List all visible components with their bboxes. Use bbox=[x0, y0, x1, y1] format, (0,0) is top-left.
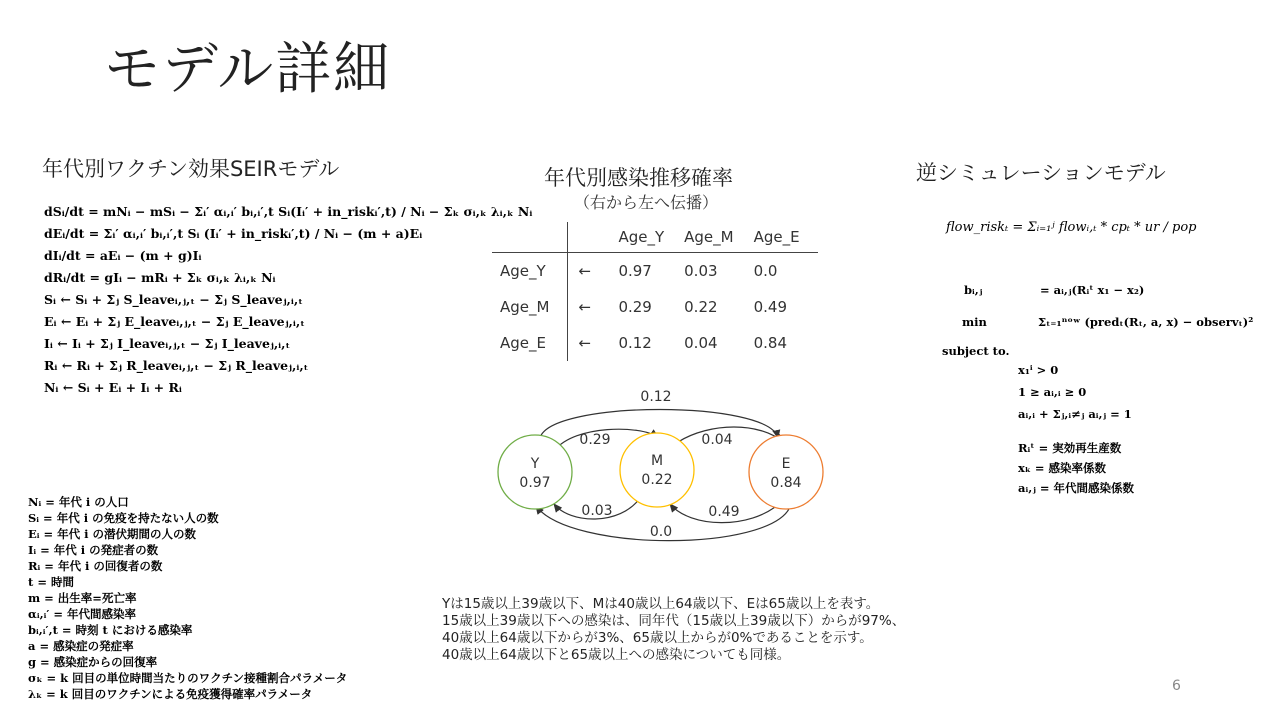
transition-heading: 年代別感染推移確率 bbox=[544, 166, 733, 190]
definition-item: Eᵢ = 年代 i の潜伏期間の人の数 bbox=[28, 527, 197, 541]
definition-item: Iᵢ = 年代 i の発症者の数 bbox=[28, 543, 159, 557]
edge-label: 0.0 bbox=[649, 524, 673, 540]
inverse-simulation-heading: 逆シミュレーションモデル bbox=[916, 161, 1166, 185]
edge-label: 0.03 bbox=[581, 503, 613, 519]
table-cell: 0.29 bbox=[618, 298, 652, 316]
left-arrow-icon: ← bbox=[578, 262, 592, 280]
constraint-item: xₖ = 感染率係数 bbox=[1018, 461, 1107, 475]
equation-ds-dt: dSᵢ/dt = mNᵢ − mSᵢ − Σᵢ′ αᵢ,ᵢ′ bᵢ,ᵢ′,t Sᵢ(Iᵢ′ + in_riskᵢ′,t) / Nᵢ − Σₖ σᵢ,ₖ λᵢ,ₖ Nᵢ bbox=[44, 204, 533, 219]
left-arrow-icon: ← bbox=[578, 298, 592, 316]
column-header: Age_M bbox=[674, 222, 743, 253]
table-cell: 0.97 bbox=[618, 262, 652, 280]
edge-label: 0.49 bbox=[708, 504, 740, 520]
table-row bbox=[492, 325, 818, 361]
table-cell: 0.22 bbox=[684, 298, 718, 316]
transition-diagram bbox=[480, 380, 840, 550]
equation-r-update: Rᵢ ← Rᵢ + Σⱼ R_leaveᵢ,ⱼ,ₜ − Σⱼ R_leaveⱼ,ᵢ,ₜ bbox=[44, 358, 309, 373]
slide-title: モデル詳細 bbox=[104, 37, 392, 102]
definition-item: Rᵢ = 年代 i の回復者の数 bbox=[28, 559, 163, 573]
transition-table-wrap bbox=[492, 222, 818, 361]
definition-item: λₖ = k 回目のワクチンによる免疫獲得確率パラメータ bbox=[28, 687, 313, 701]
definition-item: σₖ = k 回目の単位時間当たりのワクチン接種割合パラメータ bbox=[28, 671, 348, 685]
definition-item: Nᵢ = 年代 i の人口 bbox=[28, 495, 129, 509]
constraint-item: x₁ⁱ > 0 bbox=[1018, 363, 1059, 377]
note-line: 40歳以上64歳以下からが3%、65歳以上からが0%であることを示す。 bbox=[442, 630, 873, 646]
table-cell: 0.03 bbox=[684, 262, 718, 280]
table-row bbox=[492, 289, 818, 325]
table-cell: 0.04 bbox=[684, 334, 718, 352]
column-header: Age_Y bbox=[608, 222, 674, 253]
constraint-list bbox=[942, 362, 1253, 500]
node-m-value: 0.22 bbox=[641, 472, 673, 488]
note-line: 15歳以上39歳以下への感染は、同年代（15歳以上39歳以下）からが97%、 bbox=[442, 613, 906, 629]
definition-item: bᵢ,ᵢ′,t = 時刻 t における感染率 bbox=[28, 623, 193, 637]
row-header: Age_Y bbox=[492, 253, 568, 290]
constraint-item: aᵢ,ⱼ = 年代間感染係数 bbox=[1018, 481, 1134, 495]
page-number: 6 bbox=[1172, 678, 1181, 694]
explanation-note bbox=[442, 596, 905, 664]
equation-s-update: Sᵢ ← Sᵢ + Σⱼ S_leaveᵢ,ⱼ,ₜ − Σⱼ S_leaveⱼ,ᵢ,ₜ bbox=[44, 292, 303, 307]
node-e-circle bbox=[749, 435, 823, 509]
equation-n-update: Nᵢ ← Sᵢ + Eᵢ + Iᵢ + Rᵢ bbox=[44, 380, 182, 395]
equation-di-dt: dIᵢ/dt = aEᵢ − (m + g)Iᵢ bbox=[44, 248, 202, 263]
note-line: 40歳以上64歳以下と65歳以上への感染についても同様。 bbox=[442, 647, 791, 663]
constraint-item: 1 ≥ aᵢ,ᵢ ≥ 0 bbox=[1018, 385, 1087, 399]
left-arrow-icon: ← bbox=[578, 334, 592, 352]
definition-item: g = 感染症からの回復率 bbox=[28, 655, 158, 669]
optimization-line: min Σₜ₌₁ⁿᵒʷ (predₜ(Rₜ, a, x) − observₜ)² bbox=[962, 315, 1254, 329]
equation-dr-dt: dRᵢ/dt = gIᵢ − mRᵢ + Σₖ σᵢ,ₖ λᵢ,ₖ Nᵢ bbox=[44, 270, 276, 285]
transition-subheading: （右から左へ伝播） bbox=[574, 193, 719, 212]
edge-label: 0.29 bbox=[579, 432, 611, 448]
table-cell: 0.84 bbox=[753, 334, 787, 352]
equation-e-update: Eᵢ ← Eᵢ + Σⱼ E_leaveᵢ,ⱼ,ₜ − Σⱼ E_leaveⱼ,ᵢ,ₜ bbox=[44, 314, 305, 329]
table-corner bbox=[492, 222, 568, 253]
definition-item: m = 出生率=死亡率 bbox=[28, 591, 137, 605]
equation-i-update: Iᵢ ← Iᵢ + Σⱼ I_leaveᵢ,ⱼ,ₜ − Σⱼ I_leaveⱼ,ᵢ,ₜ bbox=[44, 336, 291, 351]
optimization-block bbox=[942, 276, 1253, 500]
note-line: Yは15歳以上39歳以下、Mは40歳以上64歳以下、Eは65歳以上を表す。 bbox=[442, 596, 880, 612]
table-cell: 0.0 bbox=[753, 262, 778, 280]
definition-item: Sᵢ = 年代 i の免疫を持たない人の数 bbox=[28, 511, 219, 525]
constraint-item: aᵢ,ᵢ + Σⱼ,ᵢ≠ⱼ aᵢ,ⱼ = 1 bbox=[1018, 407, 1132, 421]
table-arrow-header bbox=[568, 222, 609, 253]
node-y-value: 0.97 bbox=[519, 475, 551, 491]
definition-item: αᵢ,ᵢ′ = 年代間感染率 bbox=[28, 607, 137, 621]
equation-de-dt: dEᵢ/dt = Σᵢ′ αᵢ,ᵢ′ bᵢ,ᵢ′,t Sᵢ (Iᵢ′ + in_riskᵢ′,t) / Nᵢ − (m + a)Eᵢ bbox=[44, 226, 423, 241]
node-e-value: 0.84 bbox=[770, 475, 802, 491]
definition-item: t = 時間 bbox=[28, 575, 74, 589]
edge-label: 0.04 bbox=[701, 432, 733, 448]
node-e-label: E bbox=[781, 456, 791, 472]
transition-probability-table bbox=[492, 222, 818, 361]
table-cell: 0.49 bbox=[753, 298, 787, 316]
column-header: Age_E bbox=[744, 222, 818, 253]
optimization-line: subject to. bbox=[942, 344, 1010, 358]
node-m-circle bbox=[620, 433, 694, 507]
definition-item: a = 感染症の発症率 bbox=[28, 639, 134, 653]
table-row bbox=[492, 253, 818, 290]
optimization-line: bᵢ,ⱼ = aᵢ,ⱼ(Rᵢᵗ x₁ − x₂) bbox=[964, 283, 1145, 297]
row-header: Age_E bbox=[492, 325, 568, 361]
seir-model-heading: 年代別ワクチン効果SEIRモデル bbox=[42, 157, 340, 181]
node-y-label: Y bbox=[530, 456, 540, 472]
constraint-item: Rᵢᵗ = 実効再生産数 bbox=[1018, 441, 1122, 455]
variable-definitions bbox=[28, 494, 347, 702]
row-header: Age_M bbox=[492, 289, 568, 325]
flow-risk-formula: flow_riskₜ = Σᵢ₌₁ʲ flowᵢ,ₜ * cpₜ * ur / pop bbox=[946, 220, 1197, 235]
edge-label: 0.12 bbox=[640, 389, 672, 405]
node-y-circle bbox=[498, 435, 572, 509]
node-m-label: M bbox=[650, 453, 664, 469]
seir-equations bbox=[44, 201, 532, 399]
table-cell: 0.12 bbox=[618, 334, 652, 352]
